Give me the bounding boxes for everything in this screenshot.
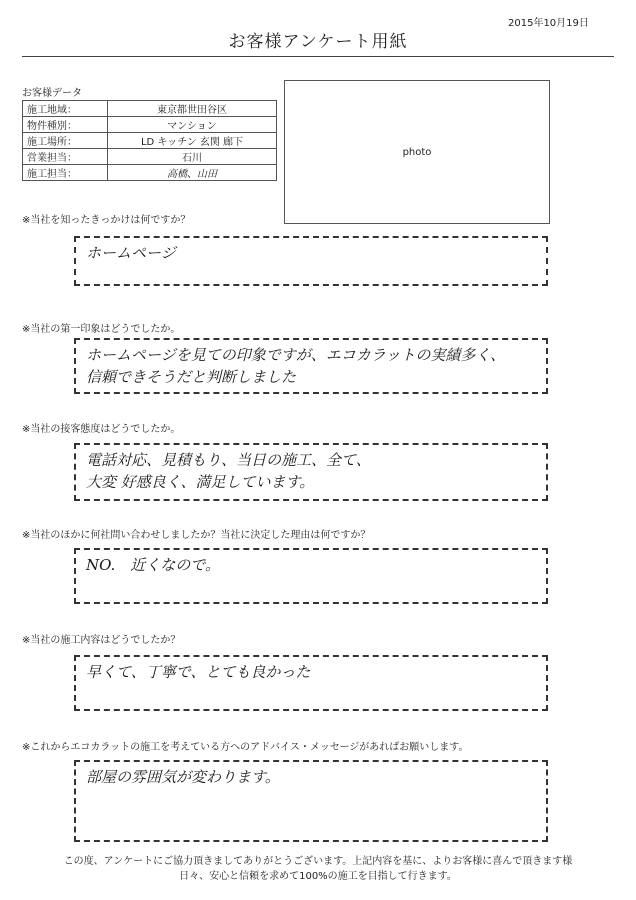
survey-date: 2015年10月19日 [508,18,589,29]
answer-line: 電話対応、見積もり、当日の施工、全て、 [86,451,371,469]
answer-line: 信頼できそうだと判断しました [86,368,297,386]
field-label: 施工担当： [23,165,108,181]
answer-line: NO. 近くなので。 [86,556,221,574]
field-value-handwritten: 高橋、山田 [108,165,277,181]
photo-label: photo [402,146,432,158]
page-title: お客様アンケート用紙 [228,32,408,52]
field-value: 石川 [108,149,277,165]
answer-box-1 [74,236,548,286]
answer-box-6 [74,760,548,842]
table-row [23,101,277,117]
field-label: 施工場所： [23,133,108,149]
title-underline [22,56,614,57]
question-4: ※当社のほかに何社問い合わせしましたか？当社に決定した理由は何ですか？ [22,530,371,541]
table-row [23,149,277,165]
field-value: LD キッチン 玄関 廊下 [108,133,277,149]
question-3: ※当社の接客態度はどうでしたか。 [22,424,181,435]
answer-line: ホームページ [86,244,176,262]
customer-data-table [22,100,277,181]
answer-box-4 [74,548,548,604]
footer-message [0,854,636,884]
question-5: ※当社の施工内容はどうでしたか？ [22,635,181,646]
answer-box-3 [74,443,548,501]
answer-line: ホームページを見ての印象ですが、エコカラットの実績多く、 [86,346,506,364]
answer-box-2 [74,338,548,394]
field-label: 物件種別： [23,117,108,133]
field-value: 東京都世田谷区 [108,101,277,117]
question-6: ※これからエコカラットの施工を考えている方へのアドバイス・メッセージがあればお願いします。 [22,742,469,753]
field-value: マンション [108,117,277,133]
photo-placeholder [284,80,550,224]
customer-section-label: お客様データ [22,88,82,99]
table-row [23,165,277,181]
field-label: 営業担当： [23,149,108,165]
table-row [23,117,277,133]
footer-line: 日々、安心と信頼を求めて100%の施工を目指して行きます。 [179,871,457,882]
question-2: ※当社の第一印象はどうでしたか。 [22,324,181,335]
table-row [23,133,277,149]
answer-line: 部屋の雰囲気が変わります。 [86,768,280,786]
footer-line: この度、アンケートにご協力頂きましてありがとうございます。上記内容を基に、よりお客様に喜んで頂きます様 [63,856,573,867]
answer-line: 早くて、丁寧で、とても良かった [86,663,311,681]
question-1: ※当社を知ったきっかけは何ですか？ [22,215,191,226]
answer-line: 大変 好感良く、満足しています。 [86,473,315,491]
field-label: 施工地域： [23,101,108,117]
answer-box-5 [74,655,548,711]
